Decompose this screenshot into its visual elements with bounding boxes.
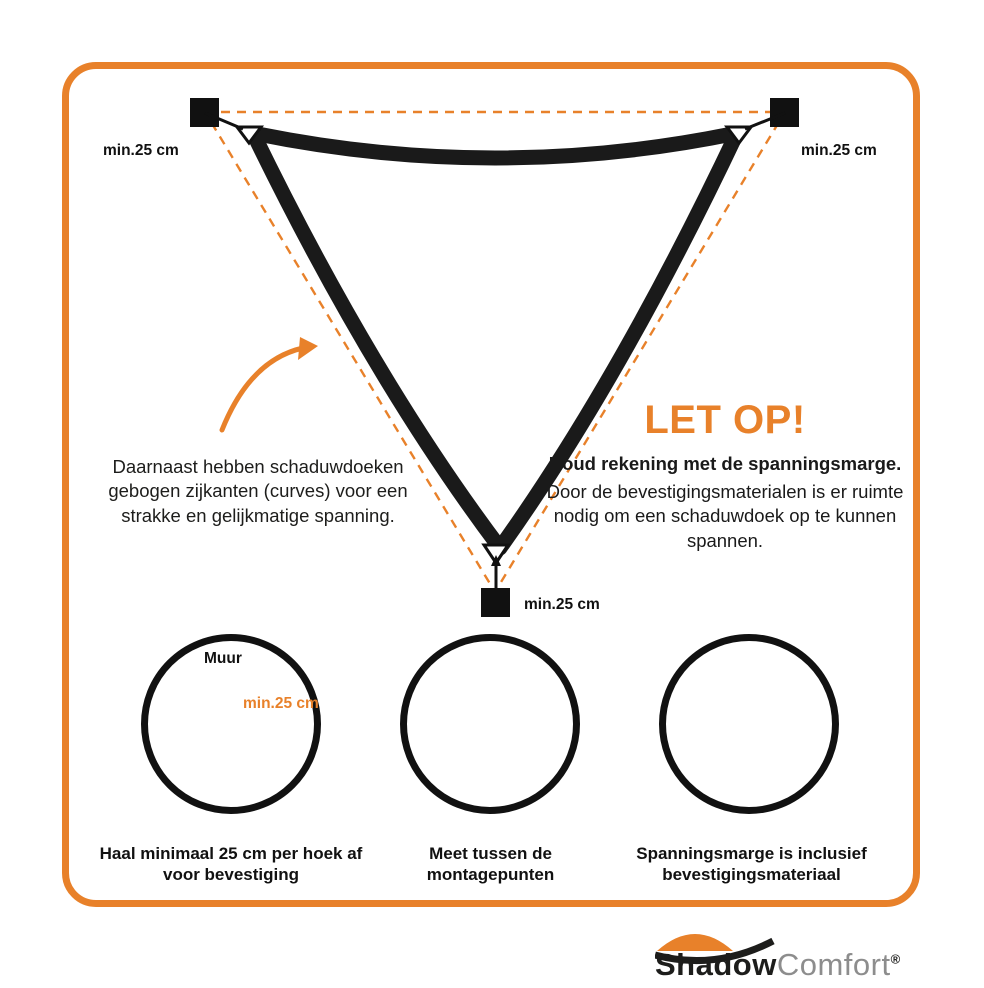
callout-circle-hardware: [659, 634, 839, 814]
label-muur: Muur: [204, 650, 242, 667]
callout-circle-measure: [400, 634, 580, 814]
logo-wordmark: [655, 947, 975, 983]
left-note-text: Daarnaast hebben schaduwdoeken gebogen zijkanten (curves) voor een strakke en gelijkmatige spanning.: [108, 456, 408, 526]
right-note-body: Door de bevestigingsmaterialen is er ruimte nodig om een schaduwdoek op te kunnen spannen.: [546, 481, 904, 551]
brand-logo: [655, 925, 975, 983]
logo-registered-mark: ®: [890, 951, 901, 967]
logo-comfort-text: Comfort: [776, 947, 891, 982]
let-op-heading: LET OP!: [644, 398, 806, 442]
caption-hardware: Spanningsmarge is inclusief bevestigingsmateriaal: [636, 844, 867, 885]
right-note: [545, 400, 905, 553]
label-min-top-left: min.25 cm: [103, 142, 179, 159]
label-min-bottom: min.25 cm: [524, 596, 600, 613]
caption-wall: Haal minimaal 25 cm per hoek af voor bevestiging: [99, 844, 363, 885]
right-note-subheading: Houd rekening met de spanningsmarge.: [548, 453, 902, 474]
logo-shadow-text: Shadow: [655, 947, 777, 982]
label-min-top-right: min.25 cm: [801, 142, 877, 159]
caption-measure: Meet tussen de montagepunten: [426, 844, 555, 885]
label-min-25-cm-wall: min.25 cm: [243, 695, 319, 712]
